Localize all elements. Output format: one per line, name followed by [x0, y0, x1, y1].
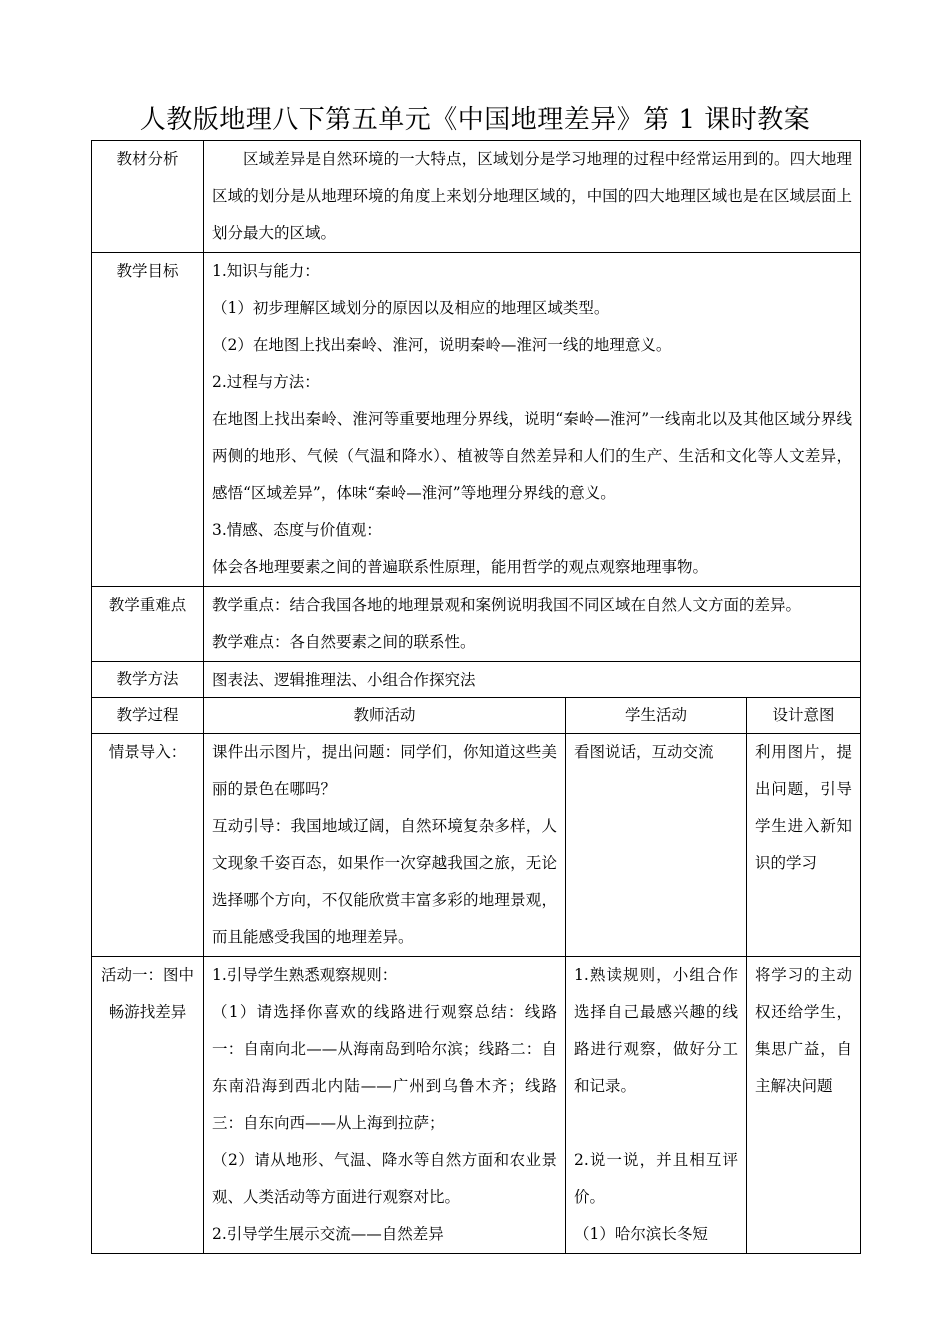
teacher-line: 课件出示图片，提出问题：同学们，你知道这些美丽的景色在哪吗？: [212, 743, 557, 798]
label-textbook-analysis: 教材分析: [92, 141, 204, 253]
header-teacher: 教师活动: [204, 698, 566, 734]
student-line: （1）哈尔滨长冬短: [574, 1225, 708, 1243]
stage-activity1-teacher: [204, 957, 566, 1254]
stage-activity1-student: [566, 957, 747, 1254]
stage-activity1-name: 活动一：图中畅游找差异: [92, 957, 204, 1254]
teacher-line: （2）请从地形、气温、降水等自然方面和农业景观、人类活动等方面进行观察对比。: [212, 1151, 557, 1206]
methods-text: 图表法、逻辑推理法、小组合作探究法: [204, 662, 861, 698]
label-objectives: 教学目标: [92, 253, 204, 587]
label-methods: 教学方法: [92, 662, 204, 698]
objective-line: 在地图上找出秦岭、淮河等重要地理分界线，说明“秦岭—淮河”一线南北以及其他区域分界线两侧的地形、气候（气温和降水）、植被等自然差异和人们的生产、生活和文化等人文差异，感悟“区域差异”，体味“秦岭—淮河”等地理分界线的意义。: [212, 410, 852, 502]
row-stage-intro: [92, 734, 861, 957]
student-line-blank: [574, 1105, 738, 1142]
objective-line: （1）初步理解区域划分的原因以及相应的地理区域类型。: [212, 299, 610, 317]
objectives-cell: [204, 253, 861, 587]
objective-line: 1.知识与能力：: [212, 262, 320, 280]
header-process: 教学过程: [92, 698, 204, 734]
teacher-line: （1）请选择你喜欢的线路进行观察总结：线路一：自南向北——从海南岛到哈尔滨；线路二：自东南沿海到西北内陆——广州到乌鲁木齐；线路三：自东向西——从上海到拉萨；: [212, 1003, 557, 1132]
row-stage-activity1: [92, 957, 861, 1254]
student-line: 1.熟读规则，小组合作选择自己最感兴趣的线路进行观察，做好分工和记录。: [574, 966, 738, 1095]
stage-intro-teacher: [204, 734, 566, 957]
textbook-analysis-text: 区域差异是自然环境的一大特点，区域划分是学习地理的过程中经常运用到的。四大地理区域的划分是从地理环境的角度上来划分地理区域的，中国的四大地理区域也是在区域层面上划分最大的区域。: [204, 141, 861, 253]
objective-line: （2）在地图上找出秦岭、淮河，说明秦岭—淮河一线的地理意义。: [212, 336, 672, 354]
row-objectives: [92, 253, 861, 587]
student-line: 看图说话，互动交流: [574, 743, 714, 761]
lesson-plan-table: [91, 140, 861, 1254]
teacher-line: 互动引导：我国地域辽阔，自然环境复杂多样，人文现象千姿百态，如果作一次穿越我国之旅，无论选择哪个方向，不仅能欣赏丰富多彩的地理景观，而且能感受我国的地理差异。: [212, 817, 557, 946]
key-point-line: 教学难点：各自然要素之间的联系性。: [212, 633, 476, 651]
objective-line: 2.过程与方法：: [212, 373, 320, 391]
teacher-line: 1.引导学生熟悉观察规则：: [212, 966, 398, 984]
row-key-points: [92, 587, 861, 662]
row-textbook-analysis: [92, 141, 861, 253]
label-key-points: 教学重难点: [92, 587, 204, 662]
row-process-header: [92, 698, 861, 734]
teacher-line: 2.引导学生展示交流——自然差异: [212, 1225, 444, 1243]
stage-intro-student: [566, 734, 747, 957]
document-title: 人教版地理八下第五单元《中国地理差异》第 1 课时教案: [139, 105, 811, 135]
key-points-cell: [204, 587, 861, 662]
stage-intro-name: 情景导入：: [92, 734, 204, 957]
key-point-line: 教学重点：结合我国各地的地理景观和案例说明我国不同区域在自然人文方面的差异。: [212, 596, 802, 614]
objective-line: 3.情感、态度与价值观：: [212, 521, 382, 539]
objective-line: 体会各地理要素之间的普遍联系性原理，能用哲学的观点观察地理事物。: [212, 558, 709, 576]
stage-intro-intent: 利用图片，提出问题，引导学生进入新知识的学习: [747, 734, 861, 957]
header-student: 学生活动: [566, 698, 747, 734]
stage-activity1-intent: 将学习的主动权还给学生，集思广益，自主解决问题: [747, 957, 861, 1254]
header-intent: 设计意图: [747, 698, 861, 734]
row-methods: [92, 662, 861, 698]
student-line: 2.说一说，并且相互评价。: [574, 1151, 738, 1206]
